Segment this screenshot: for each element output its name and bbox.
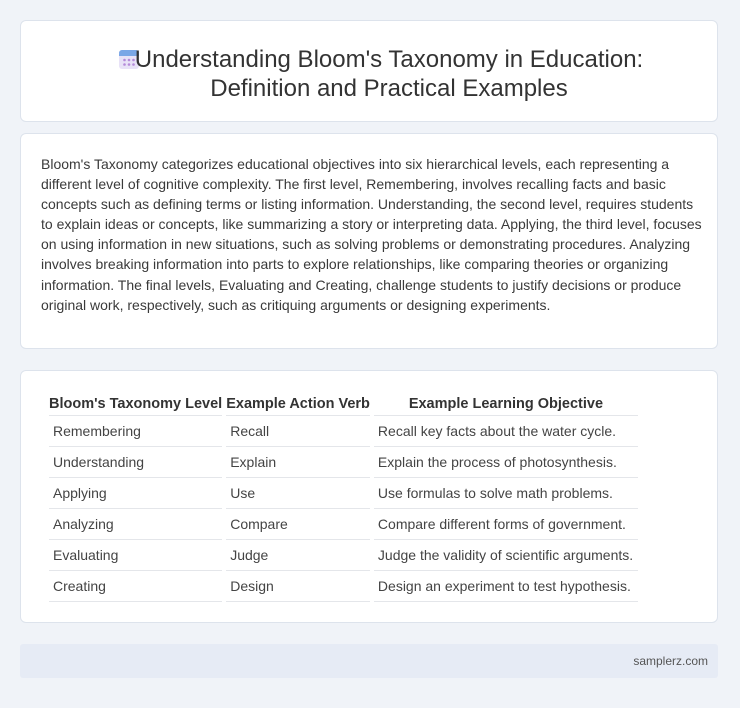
table-row (49, 478, 638, 509)
cell-verb: Use (226, 478, 370, 509)
column-header-objective: Example Learning Objective (374, 393, 638, 416)
table-row (49, 571, 638, 602)
column-header-verb: Example Action Verb (226, 393, 370, 416)
description-card (20, 133, 718, 349)
taxonomy-table (45, 393, 642, 602)
title-card (20, 20, 718, 122)
cell-verb: Explain (226, 447, 370, 478)
table-header-row (49, 393, 638, 416)
cell-level: Creating (49, 571, 222, 602)
page-title: Understanding Bloom's Taxonomy in Education: Definition and Practical Examples (134, 46, 644, 102)
table-row (49, 540, 638, 571)
cell-objective: Explain the process of photosynthesis. (374, 447, 638, 478)
cell-objective: Compare different forms of government. (374, 509, 638, 540)
cell-objective: Design an experiment to test hypothesis. (374, 571, 638, 602)
cell-objective: Recall key facts about the water cycle. (374, 416, 638, 447)
cell-objective: Judge the validity of scientific arguments. (374, 540, 638, 571)
cell-level: Remembering (49, 416, 222, 447)
table-row (49, 416, 638, 447)
cell-level: Understanding (49, 447, 222, 478)
column-header-level: Bloom's Taxonomy Level (49, 393, 222, 416)
cell-level: Evaluating (49, 540, 222, 571)
cell-verb: Judge (226, 540, 370, 571)
footer-bar (20, 644, 718, 678)
table-row (49, 509, 638, 540)
footer-site-link[interactable]: samplerz.com (633, 654, 708, 668)
cell-verb: Compare (226, 509, 370, 540)
cell-level: Analyzing (49, 509, 222, 540)
table-card (20, 370, 718, 623)
table-row (49, 447, 638, 478)
cell-level: Applying (49, 478, 222, 509)
cell-objective: Use formulas to solve math problems. (374, 478, 638, 509)
description-text: Bloom's Taxonomy categorizes educational objectives into six hierarchical levels, each representing a different level of cognitive complexity. The first level, Remembering, involves recalling facts and basic concepts such as defining terms or listing information. Understanding, the second level, requires students to explain ideas or concepts, like summarizing a story or interpreting data. Applying, the third level, focuses on using information in new situations, such as solving problems or demonstrating procedures. Analyzing involves breaking information into parts to explore relationships, like comparing theories or organizing information. The final levels, Evaluating and Creating, challenge students to justify decisions or produce original work, respectively, such as critiquing arguments or designing experiments. (41, 156, 702, 313)
cell-verb: Recall (226, 416, 370, 447)
cell-verb: Design (226, 571, 370, 602)
